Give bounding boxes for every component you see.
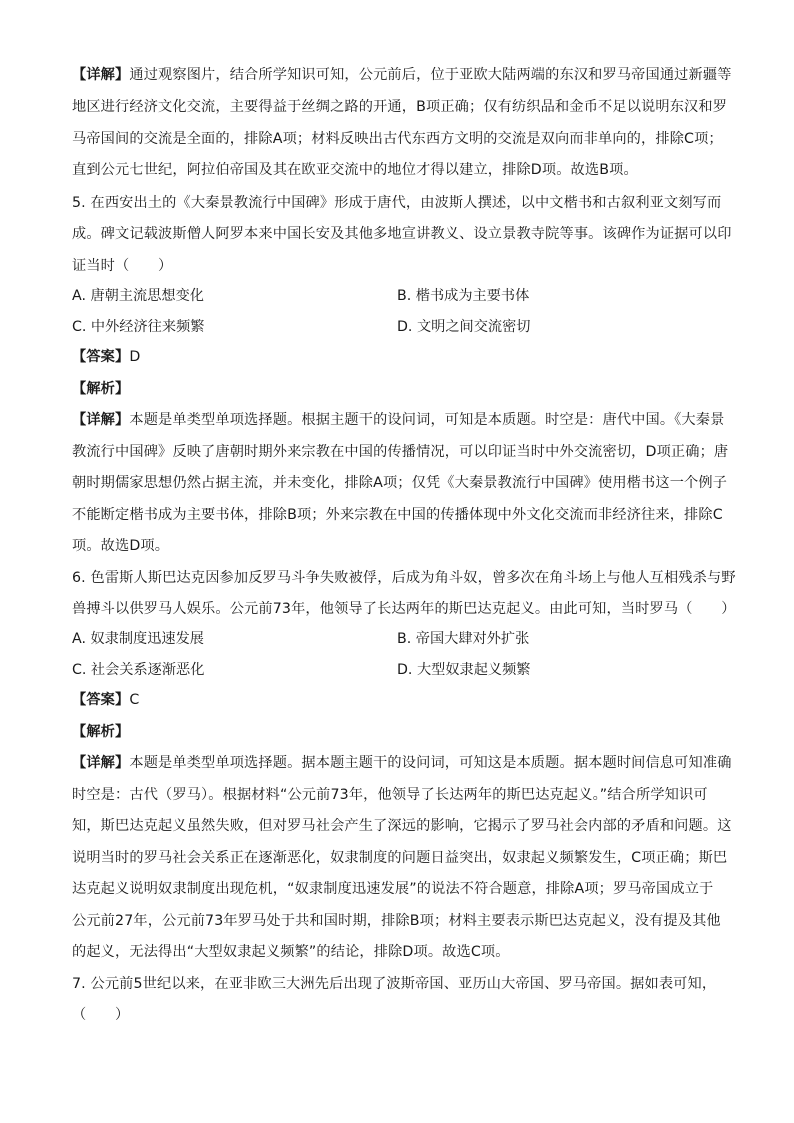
q5-answer: [72, 348, 140, 366]
q5-detail-text: 本题是单类型单项选择题。根据主题干的设问词，可知是本质题。时空是：唐代中国。《大秦景: [129, 412, 725, 428]
q4-detail-line-3: 马帝国间的交流是全面的，排除A项；材料反映出古代东西方文明的交流是双向而非单向的，排除C项；: [72, 131, 723, 147]
q5-option-c: C. 中外经济往来频繁: [72, 319, 205, 335]
q5-option-a: A. 唐朝主流思想变化: [72, 288, 204, 304]
q5-detail-line-3: 朝时期儒家思想仍然占据主流，并未变化，排除A项；仅凭《大秦景教流行中国碑》使用楷书这一个例子: [72, 475, 728, 491]
q4-detail-line-4: 直到公元七世纪，阿拉伯帝国及其在欧亚交流中的地位才得以建立，排除D项。故选B项。: [72, 162, 638, 178]
q6-answer: [72, 691, 139, 709]
q5-option-d: D. 文明之间交流密切: [397, 319, 531, 335]
q6-option-c: C. 社会关系逐渐恶化: [72, 662, 205, 678]
q4-detail-text: 通过观察图片，结合所学知识可知，公元前后，位于亚欧大陆两端的东汉和罗马帝国通过新疆等: [129, 67, 732, 83]
q6-detail-line-1: [72, 754, 732, 772]
answer-value: D: [129, 349, 141, 365]
q5-stem-line-1: 5. 在西安出土的《大秦景教流行中国碑》形成于唐代，由波斯人撰述，以中文楷书和古叙利亚文刻写而: [72, 195, 722, 211]
q7-stem-line-1: 7. 公元前5世纪以来，在亚非欧三大洲先后出现了波斯帝国、亚历山大帝国、罗马帝国。据如表可知，: [72, 976, 717, 992]
q6-detail-line-7: 的起义，无法得出“大型奴隶起义频繁”的结论，排除D项。故选C项。: [72, 944, 510, 960]
q5-detail-line-5: 项。故选D项。: [72, 538, 170, 554]
q5-option-b: B. 楷书成为主要书体: [397, 288, 530, 304]
answer-tag: 【答案】: [72, 349, 130, 365]
answer-value: C: [129, 692, 140, 708]
q5-analysis-tag: 【解析】: [72, 381, 130, 397]
q6-option-d: D. 大型奴隶起义频繁: [397, 662, 531, 678]
q6-analysis-tag: 【解析】: [72, 724, 130, 740]
q7-stem-line-2: （ ）: [72, 1007, 130, 1023]
q5-detail-line-4: 不能断定楷书成为主要书体，排除B项；外来宗教在中国的传播体现中外文化交流而非经济往来，排除C: [72, 507, 723, 523]
q6-detail-line-2: 时空是：古代（罗马）。根据材料“公元前73年，他领导了长达两年的斯巴达克起义。”结合所学知识可: [72, 787, 708, 803]
detail-tag: 【详解】: [72, 412, 130, 428]
answer-tag: 【答案】: [72, 692, 130, 708]
q6-option-a: A. 奴隶制度迅速发展: [72, 631, 204, 647]
q5-detail-line-1: [72, 411, 724, 429]
q5-stem-line-2: 成。碑文记载波斯僧人阿罗本来中国长安及其他多地宣讲教义、设立景教寺院等事。该碑作为证据可以印: [72, 226, 732, 242]
detail-tag: 【详解】: [72, 67, 130, 83]
q6-stem-line-1: 6. 色雷斯人斯巴达克因参加反罗马斗争失败被俘，后成为角斗奴，曾多次在角斗场上与他人互相残杀与野: [72, 570, 736, 586]
detail-tag: 【详解】: [72, 755, 130, 771]
q4-detail-line-2: 地区进行经济文化交流，主要得益于丝绸之路的开通，B项正确；仅有纺织品和金币不足以说明东汉和罗: [72, 99, 728, 115]
q5-stem-line-3: 证当时（ ）: [72, 258, 173, 274]
q6-detail-line-3: 知，斯巴达克起义虽然失败，但对罗马社会产生了深远的影响，它揭示了罗马社会内部的矛盾和问题。这: [72, 818, 732, 834]
q6-stem-line-2: 兽搏斗以供罗马人娱乐。公元前73年，他领导了长达两年的斯巴达克起义。由此可知，当时罗马（ ）: [72, 601, 736, 617]
q4-detail-line-1: [72, 66, 732, 84]
q6-detail-text: 本题是单类型单项选择题。据本题主题干的设问词，可知这是本质题。据本题时间信息可知准确: [129, 755, 732, 771]
q6-detail-line-5: 达克起义说明奴隶制度出现危机，“奴隶制度迅速发展”的说法不符合题意，排除A项；罗马帝国成立于: [72, 881, 714, 897]
q5-detail-line-2: 教流行中国碑》反映了唐朝时期外来宗教在中国的传播情况，可以印证当时中外交流密切，D项正确；唐: [72, 444, 729, 460]
q6-detail-line-4: 说明当时的罗马社会关系正在逐渐恶化，奴隶制度的问题日益突出，奴隶起义频繁发生，C项正确；斯巴: [72, 850, 728, 866]
q6-detail-line-6: 公元前27年，公元前73年罗马处于共和国时期，排除B项；材料主要表示斯巴达克起义，没有提及其他: [72, 913, 721, 929]
q6-option-b: B. 帝国大肆对外扩张: [397, 631, 530, 647]
